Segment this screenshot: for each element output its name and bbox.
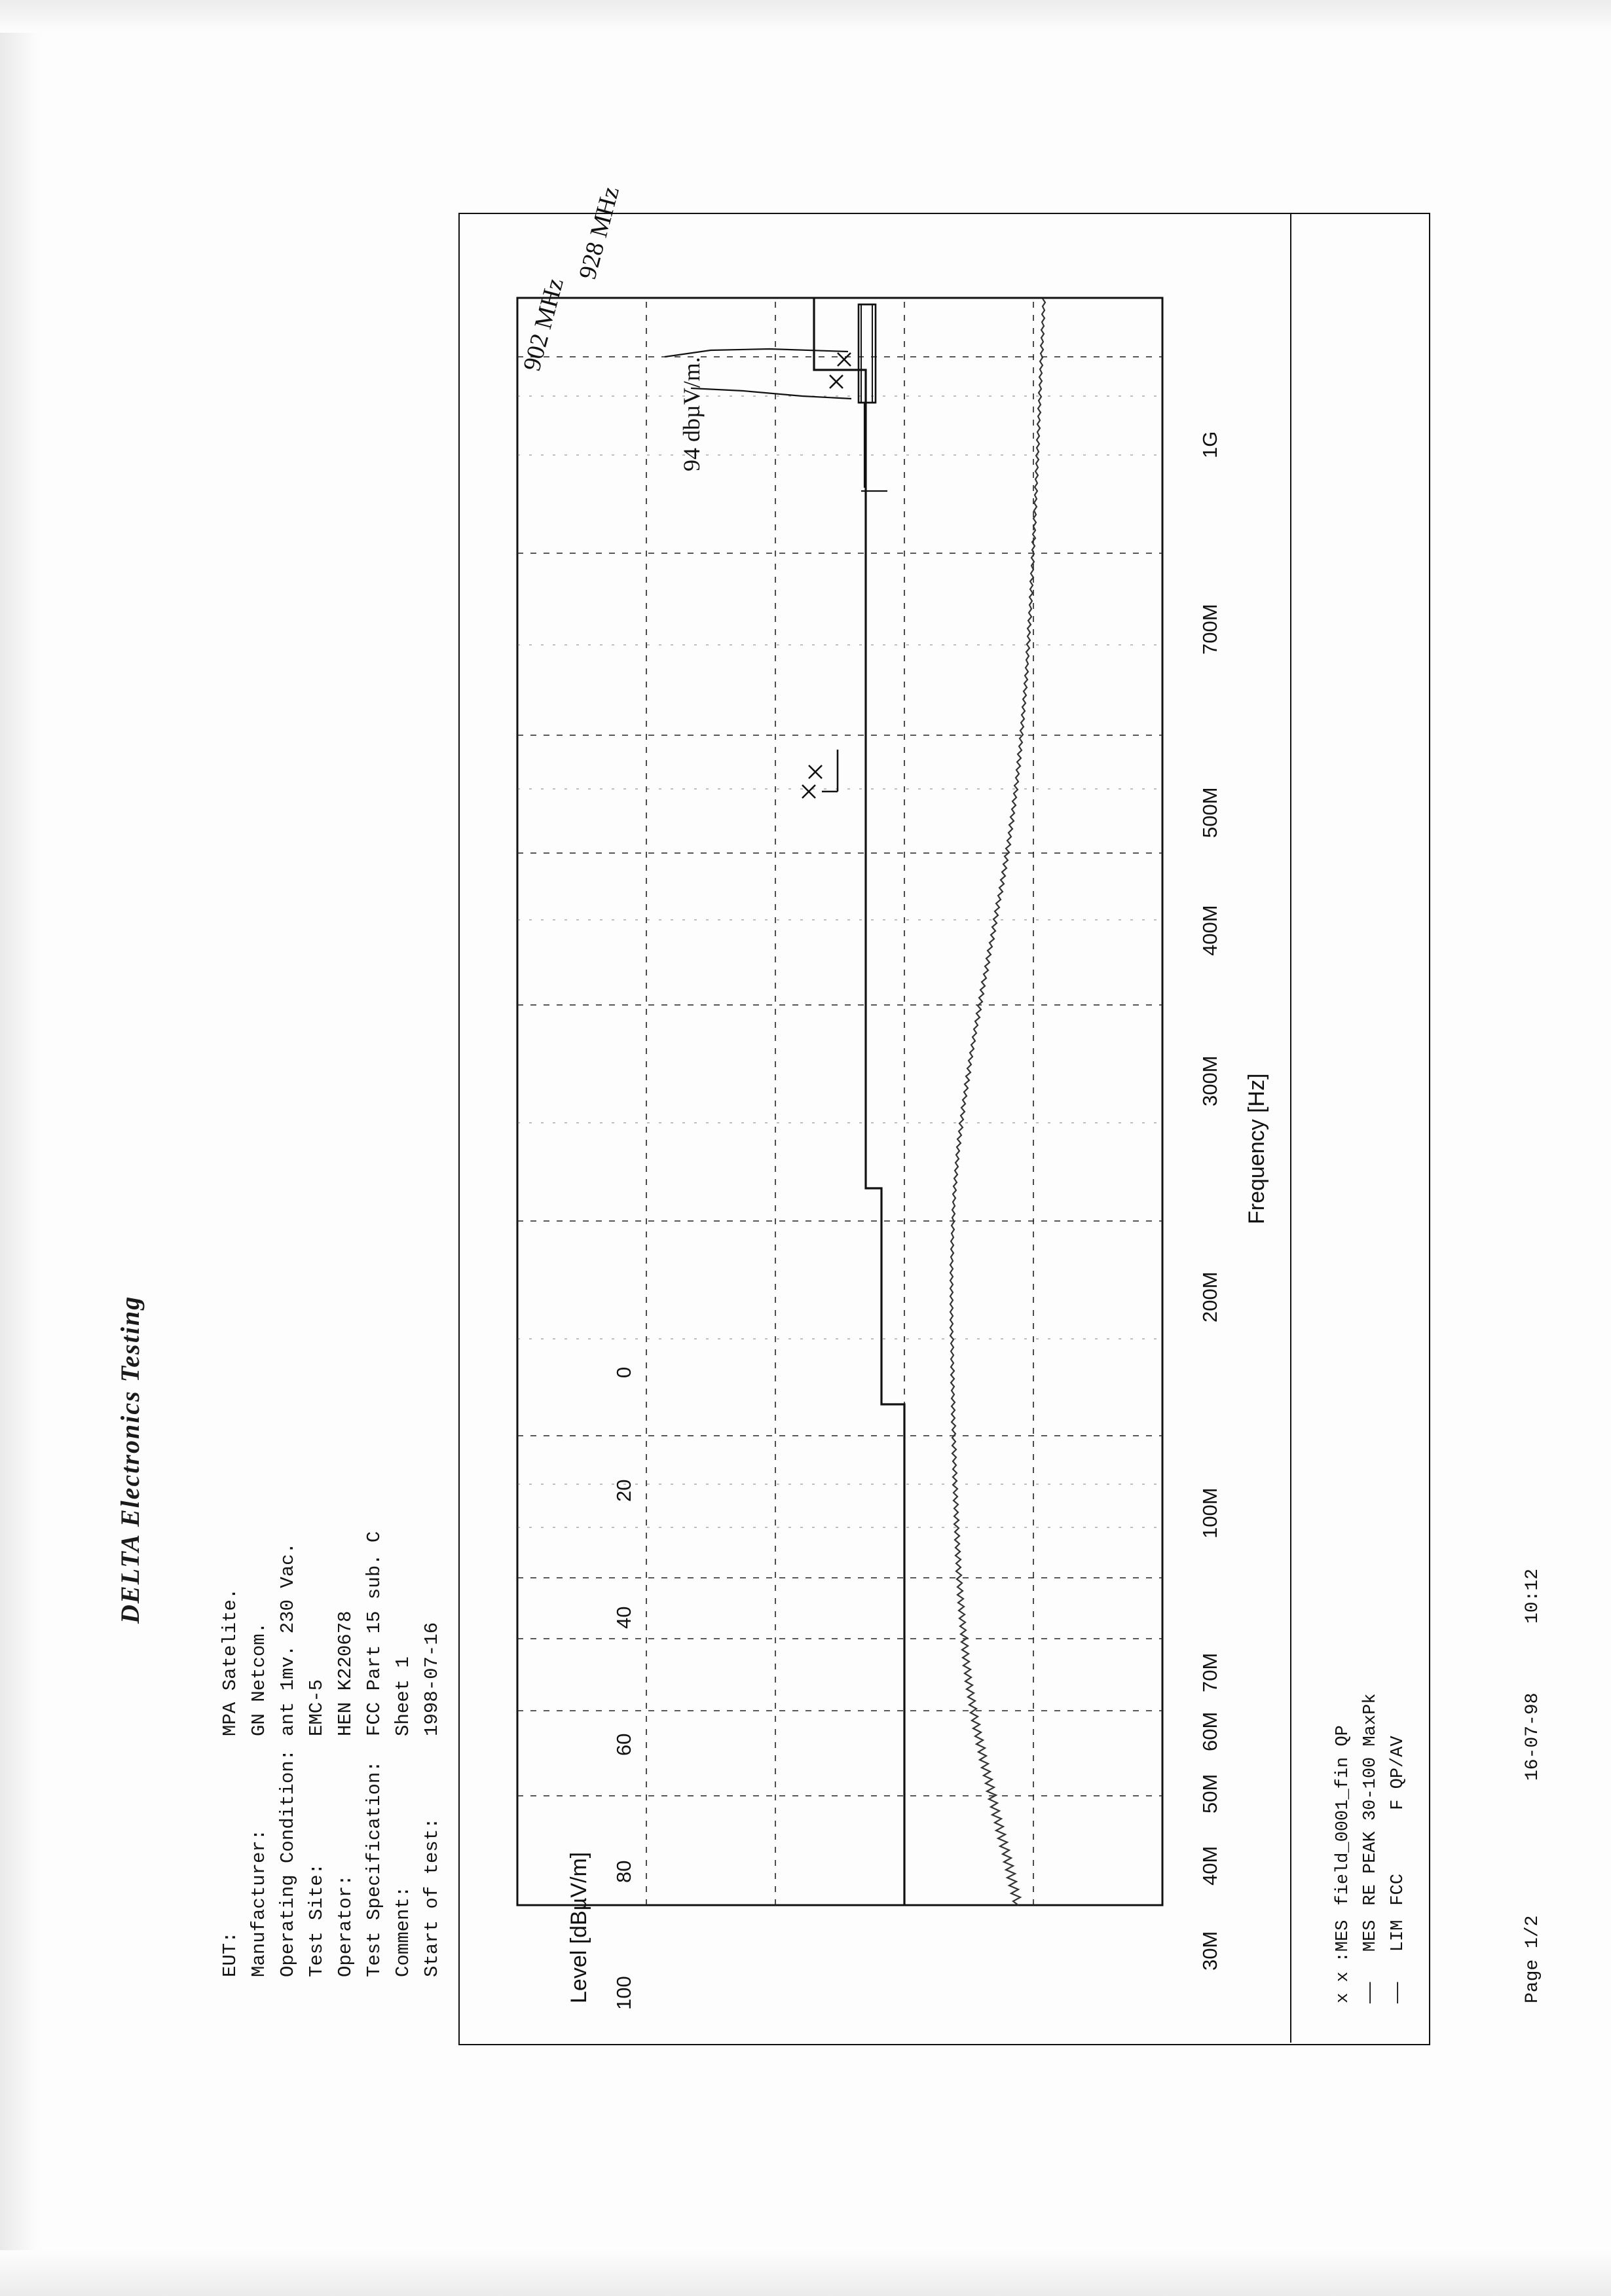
legend-item bbox=[1329, 1694, 1357, 2003]
table-row bbox=[274, 1531, 303, 1977]
meta-value-test-site: EMC-5 bbox=[306, 1679, 327, 1736]
meta-label-test-site: Test Site: bbox=[306, 1863, 327, 1977]
table-row bbox=[331, 1531, 360, 1977]
meta-label-operating-condition: Operating Condition: bbox=[277, 1749, 299, 1977]
table-row bbox=[216, 1531, 245, 1977]
legend-type-lim: LIM bbox=[1388, 1920, 1408, 1963]
x-tick-200M: 200M bbox=[1198, 1271, 1221, 1322]
page-shadow-left bbox=[0, 0, 39, 2296]
x-tick-1G: 1G bbox=[1198, 431, 1221, 458]
table-row bbox=[303, 1531, 331, 1977]
meta-value-eut: MPA Satelite. bbox=[219, 1588, 241, 1736]
x-tick-400M: 400M bbox=[1198, 905, 1221, 956]
qp-markers bbox=[802, 353, 851, 798]
chart-legend bbox=[1329, 1349, 1434, 2003]
annotation-94-dbuv: 94 dbµV/m. bbox=[678, 357, 705, 471]
meta-label-manufacturer: Manufacturer: bbox=[248, 1829, 270, 1977]
x-tick-700M: 700M bbox=[1198, 604, 1221, 655]
y-tick-60: 60 bbox=[612, 1733, 635, 1756]
page-shadow-top bbox=[0, 0, 1611, 33]
chart-plot-container bbox=[494, 246, 1228, 1994]
legend-marker-mes-peak: —— bbox=[1361, 1982, 1380, 2003]
meta-value-operating-condition: ant 1mv. 230 Vac. bbox=[277, 1542, 299, 1736]
x-tick-60M: 60M bbox=[1198, 1711, 1221, 1751]
meta-value-comment: Sheet 1 bbox=[392, 1656, 414, 1736]
emission-plateau bbox=[859, 304, 876, 403]
table-row bbox=[418, 1531, 447, 1977]
meta-label-eut: EUT: bbox=[219, 1931, 241, 1977]
meta-label-test-specification: Test Specification: bbox=[363, 1760, 385, 1977]
x-tick-40M: 40M bbox=[1198, 1846, 1221, 1886]
meta-value-test-specification: FCC Part 15 sub. C bbox=[363, 1531, 385, 1736]
table-row bbox=[360, 1531, 389, 1977]
annotation-902mhz: 902 MHz bbox=[517, 275, 569, 374]
meta-value-operator: HEN K220678 bbox=[335, 1611, 356, 1736]
y-tick-0: 0 bbox=[612, 1366, 635, 1378]
meta-label-start-of-test: Start of test: bbox=[421, 1817, 443, 1977]
emission-plot bbox=[494, 246, 1228, 1994]
y-tick-80: 80 bbox=[612, 1860, 635, 1883]
legend-divider bbox=[1290, 214, 1291, 2043]
meta-label-operator: Operator: bbox=[335, 1874, 356, 1977]
y-tick-100: 100 bbox=[612, 1976, 635, 2010]
x-axis-title: Frequency [Hz] bbox=[1244, 1073, 1269, 1224]
legend-label-mes-peak: RE PEAK 30-100 MaxPk bbox=[1361, 1693, 1380, 1906]
page-shadow-bottom bbox=[0, 2250, 1611, 2296]
legend-item bbox=[1384, 1694, 1412, 2003]
legend-marker-lim: —— bbox=[1388, 1982, 1408, 2003]
legend-type-mes-qp: :MES bbox=[1333, 1920, 1353, 1963]
x-tick-500M: 500M bbox=[1198, 787, 1221, 838]
meta-value-start-of-test: 1998-07-16 bbox=[421, 1622, 443, 1736]
x-tick-30M: 30M bbox=[1198, 1931, 1221, 1971]
legend-item bbox=[1357, 1694, 1384, 2003]
print-date: 16-07-98 bbox=[1523, 1692, 1543, 1781]
legend-marker-mes-qp: x x bbox=[1333, 1971, 1353, 2003]
legend-label-mes-qp: field_0001_fin QP bbox=[1333, 1725, 1353, 1906]
test-metadata bbox=[216, 864, 491, 1977]
x-tick-300M: 300M bbox=[1198, 1055, 1221, 1106]
report-title: DELTA Electronics Testing bbox=[115, 1295, 145, 1624]
annotation-928mhz: 928 MHz bbox=[573, 183, 625, 283]
x-tick-70M: 70M bbox=[1198, 1652, 1221, 1692]
x-tick-50M: 50M bbox=[1198, 1774, 1221, 1813]
table-row bbox=[245, 1531, 274, 1977]
x-tick-100M: 100M bbox=[1198, 1487, 1221, 1539]
meta-label-comment: Comment: bbox=[392, 1886, 414, 1977]
y-tick-40: 40 bbox=[612, 1606, 635, 1629]
meta-value-manufacturer: GN Netcom. bbox=[248, 1622, 270, 1736]
legend-type-mes-peak: MES bbox=[1361, 1920, 1380, 1963]
y-axis-title: Level [dBµV/m] bbox=[566, 1851, 591, 2003]
page-number: Page 1/2 bbox=[1523, 1915, 1543, 2003]
y-tick-20: 20 bbox=[612, 1479, 635, 1502]
table-row bbox=[389, 1531, 418, 1977]
print-time: 10:12 bbox=[1523, 1568, 1543, 1624]
legend-label-lim: FCC F QP/AV bbox=[1388, 1736, 1408, 1906]
